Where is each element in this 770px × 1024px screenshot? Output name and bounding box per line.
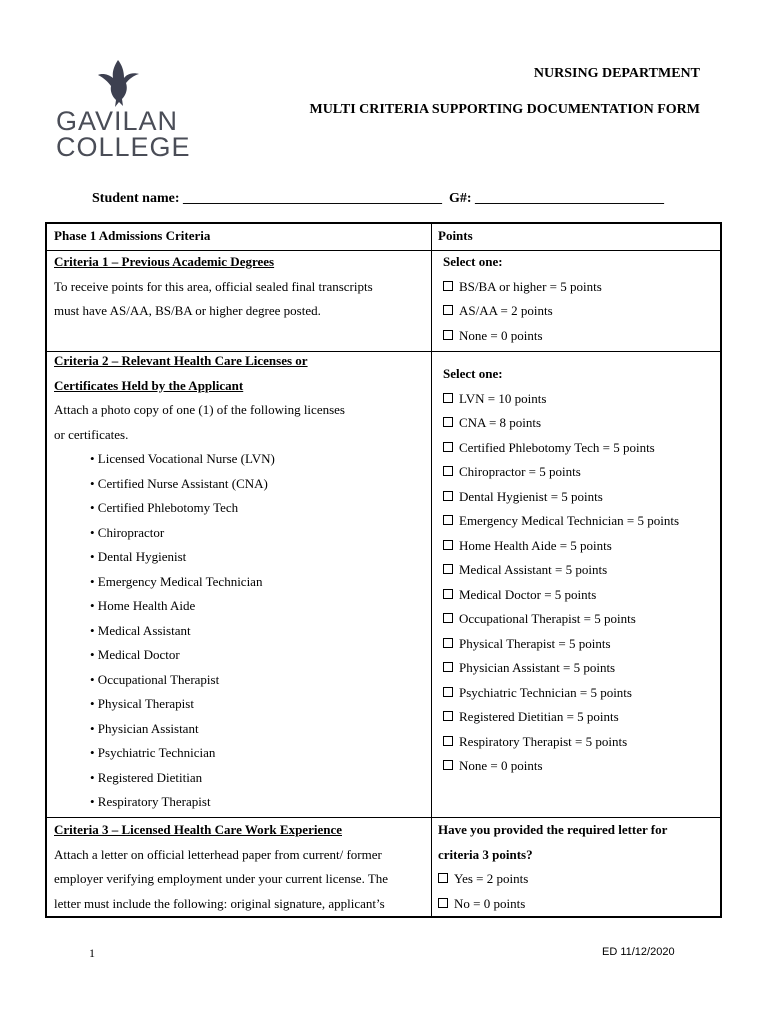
license-bullet: • Medical Doctor	[90, 647, 180, 662]
option-psychiatric-technician[interactable]: Psychiatric Technician = 5 points	[443, 681, 723, 706]
license-bullet: • Physician Assistant	[90, 720, 199, 736]
checkbox[interactable]	[443, 515, 453, 525]
criteria-3-points	[438, 818, 718, 916]
criteria-3-title: Criteria 3 – Licensed Health Care Work Experience	[54, 822, 342, 837]
license-bullet: • Medical Assistant	[90, 622, 191, 638]
criteria-1-line: must have AS/AA, BS/BA or higher degree posted.	[54, 303, 321, 318]
option-registered-dietitian[interactable]: Registered Dietitian = 5 points	[443, 705, 723, 730]
checkbox[interactable]	[443, 417, 453, 427]
checkbox[interactable]	[443, 638, 453, 648]
page-number: 1	[89, 946, 95, 960]
license-bullet: • Home Health Aide	[90, 598, 196, 613]
license-bullet: • Respiratory Therapist	[90, 794, 211, 809]
column-divider	[431, 224, 432, 916]
checkbox[interactable]	[443, 564, 453, 574]
criteria-2-title: Criteria 2 – Relevant Health Care Licenses or	[54, 353, 308, 368]
checkbox[interactable]	[443, 736, 453, 746]
option-yes[interactable]: Yes = 2 points	[438, 867, 718, 892]
checkbox[interactable]	[443, 442, 453, 452]
checkbox[interactable]	[438, 898, 448, 908]
license-bullet: • Emergency Medical Technician	[90, 573, 263, 589]
checkbox[interactable]	[443, 711, 453, 721]
criteria-table	[45, 222, 722, 918]
checkbox[interactable]	[443, 491, 453, 501]
license-bullet: • Occupational Therapist	[90, 671, 220, 687]
option-lvn[interactable]: LVN = 10 points	[443, 387, 723, 412]
option-dental-hygienist[interactable]: Dental Hygienist = 5 points	[443, 485, 723, 510]
criteria-3-question: Have you provided the required letter for	[438, 822, 668, 837]
checkbox[interactable]	[443, 540, 453, 550]
criteria-2-line: or certificates.	[54, 426, 129, 442]
license-bullet: • Psychiatric Technician	[90, 745, 216, 760]
option-asaa[interactable]: AS/AA = 2 points	[443, 299, 723, 324]
option-none[interactable]: None = 0 points	[443, 324, 723, 349]
option-medical-assistant[interactable]: Medical Assistant = 5 points	[443, 558, 723, 583]
department-heading: NURSING DEPARTMENT	[533, 66, 700, 81]
option-respiratory-therapist[interactable]: Respiratory Therapist = 5 points	[443, 730, 723, 755]
logo-text-line2: COLLEGE	[56, 132, 191, 162]
criteria-1-line: To receive points for this area, official sealed final transcripts	[54, 278, 373, 294]
student-name-line[interactable]: Student name: _____________________________________ G#: ___________________________	[92, 191, 665, 206]
criteria-1-select-label: Select one:	[443, 254, 503, 269]
checkbox[interactable]	[443, 589, 453, 599]
criteria-3-line: Attach a letter on official letterhead paper from current/ former	[54, 846, 382, 862]
form-title: MULTI CRITERIA SUPPORTING DOCUMENTATION FORM	[309, 102, 700, 117]
license-bullet: • Certified Phlebotomy Tech	[90, 500, 239, 515]
checkbox[interactable]	[443, 466, 453, 476]
option-phlebotomy[interactable]: Certified Phlebotomy Tech = 5 points	[443, 436, 723, 461]
checkbox[interactable]	[443, 330, 453, 340]
criteria-1-description	[54, 250, 426, 324]
checkbox[interactable]	[443, 393, 453, 403]
option-chiropractor[interactable]: Chiropractor = 5 points	[443, 460, 723, 485]
license-bullet: • Certified Nurse Assistant (CNA)	[90, 475, 268, 491]
logo-text-line1: GAVILAN	[56, 106, 179, 136]
license-bullet: • Dental Hygienist	[90, 549, 187, 564]
option-occupational-therapist[interactable]: Occupational Therapist = 5 points	[443, 607, 723, 632]
criteria-3-description	[54, 818, 426, 916]
criteria-2-title-cont: Certificates Held by the Applicant	[54, 377, 244, 393]
col-header-points: Points	[438, 228, 473, 243]
option-physical-therapist[interactable]: Physical Therapist = 5 points	[443, 632, 723, 657]
option-bsba[interactable]: BS/BA or higher = 5 points	[443, 275, 723, 300]
checkbox[interactable]	[443, 760, 453, 770]
license-bullet: • Physical Therapist	[90, 696, 194, 711]
license-bullet: • Licensed Vocational Nurse (LVN)	[90, 451, 275, 466]
option-medical-doctor[interactable]: Medical Doctor = 5 points	[443, 583, 723, 608]
license-bullet: • Registered Dietitian	[90, 769, 203, 785]
checkbox[interactable]	[443, 687, 453, 697]
criteria-3-question-cont: criteria 3 points?	[438, 846, 533, 862]
checkbox[interactable]	[443, 662, 453, 672]
option-home-health-aide[interactable]: Home Health Aide = 5 points	[443, 534, 723, 559]
criteria-1-points	[443, 250, 723, 348]
criteria-2-line: Attach a photo copy of one (1) of the following licenses	[54, 402, 345, 417]
license-bullet: • Chiropractor	[90, 524, 165, 540]
col-header-criteria: Phase 1 Admissions Criteria	[54, 228, 211, 243]
criteria-3-line: employer verifying employment under your current license. The	[54, 871, 389, 886]
option-physician-assistant[interactable]: Physician Assistant = 5 points	[443, 656, 723, 681]
edition-date: ED 11/12/2020	[602, 946, 675, 958]
checkbox[interactable]	[443, 281, 453, 291]
criteria-2-points	[443, 362, 723, 779]
checkbox[interactable]	[443, 305, 453, 315]
option-cna[interactable]: CNA = 8 points	[443, 411, 723, 436]
criteria-1-title: Criteria 1 – Previous Academic Degrees	[54, 254, 275, 269]
criteria-3-line: letter must include the following: original signature, applicant’s	[54, 895, 385, 911]
checkbox[interactable]	[443, 613, 453, 623]
option-no[interactable]: No = 0 points	[438, 892, 718, 917]
hawk-icon	[96, 58, 140, 108]
college-logo	[56, 58, 191, 162]
option-none[interactable]: None = 0 points	[443, 754, 723, 779]
checkbox[interactable]	[438, 873, 448, 883]
criteria-2-description	[54, 349, 426, 815]
option-emt[interactable]: Emergency Medical Technician = 5 points	[443, 509, 723, 534]
criteria-2-select-label: Select one:	[443, 366, 503, 381]
